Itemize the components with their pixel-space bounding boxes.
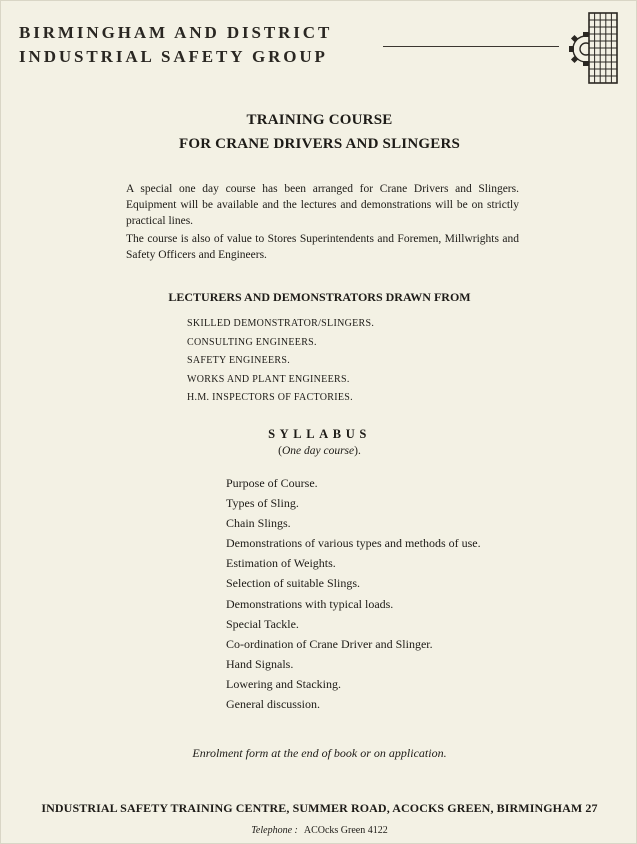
syllabus-item: Estimation of Weights. <box>226 556 336 571</box>
organization-name <box>19 21 332 69</box>
syllabus-item: Lowering and Stacking. <box>226 676 341 691</box>
syllabus-subtitle-suffix: . <box>358 445 361 457</box>
course-title-line-2: FOR CRANE DRIVERS AND SLINGERS <box>178 136 461 152</box>
syllabus-item: General discussion. <box>226 697 320 712</box>
lecturers-heading: LECTURERS AND DEMONSTRATORS DRAWN FROM <box>168 290 471 304</box>
syllabus-item: Special Tackle. <box>226 616 299 631</box>
lecturer-item: CONSULTING ENGINEERS. <box>187 336 317 348</box>
lecturer-item: WORKS AND PLANT ENGINEERS. <box>187 373 350 385</box>
syllabus-subtitle: (One day course). <box>278 445 361 457</box>
lecturer-item: H.M. INSPECTORS OF FACTORIES. <box>187 392 353 404</box>
course-title-line-1: TRAINING COURSE <box>246 112 393 128</box>
syllabus-list <box>226 473 481 714</box>
lecturer-item: SKILLED DEMONSTRATOR/SLINGERS. <box>187 318 375 329</box>
gear-and-grid-emblem-icon <box>567 11 619 85</box>
organization-name-line-2: INDUSTRIAL SAFETY GROUP <box>19 47 328 66</box>
intro-paragraph: A special one day course has been arranged for Crane Drivers and Slingers. Equipment will be available and the lectures and demonstrations will be on strictly practical lines. <box>126 183 519 227</box>
syllabus-item: Chain Slings. <box>226 516 291 531</box>
lecturer-item: SAFETY ENGINEERS. <box>187 355 291 367</box>
syllabus-item: Purpose of Course. <box>226 476 318 490</box>
syllabus-subtitle-text: One day course <box>281 445 355 457</box>
telephone-label: Telephone : <box>251 825 298 836</box>
enrolment-note: Enrolment form at the end of book or on application. <box>192 746 447 760</box>
syllabus-item: Selection of suitable Slings. <box>226 576 360 591</box>
organization-name-line-1: BIRMINGHAM AND DISTRICT <box>19 23 333 42</box>
syllabus-item: Co-ordination of Crane Driver and Slinger. <box>226 636 433 651</box>
syllabus-item: Types of Sling. <box>226 496 299 511</box>
header-rule <box>383 46 559 47</box>
syllabus-item: Demonstrations of various types and methods of use. <box>226 536 481 551</box>
telephone-line <box>1 825 637 836</box>
telephone-number: ACOcks Green 4122 <box>303 825 388 836</box>
syllabus-heading: SYLLABUS <box>268 427 371 441</box>
lecturers-list <box>187 315 374 408</box>
audience-paragraph: The course is also of value to Stores Superintendents and Foremen, Millwrights and Safety Officers and Engineers. <box>126 233 519 261</box>
syllabus-item: Hand Signals. <box>226 656 294 671</box>
syllabus-item: Demonstrations with typical loads. <box>226 596 394 611</box>
training-centre-address: INDUSTRIAL SAFETY TRAINING CENTRE, SUMMER ROAD, ACOCKS GREEN, BIRMINGHAM 27 <box>41 801 598 815</box>
